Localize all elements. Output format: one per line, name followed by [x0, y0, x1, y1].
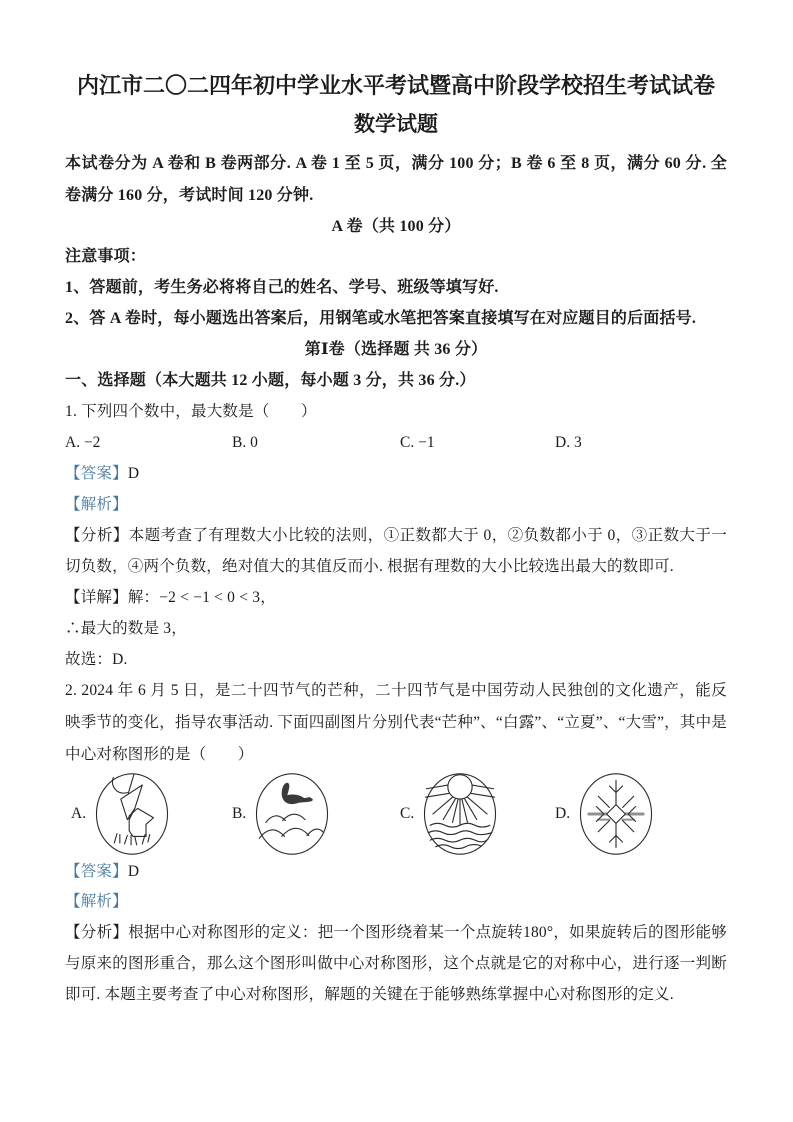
q2-analysis-header — [65, 887, 727, 917]
q2-analysis-pre: 根据中心对称图形的定义：把一个图形绕着某一个点旋转 — [128, 924, 524, 941]
notes-title: 注意事项： — [65, 248, 147, 265]
q2-option-d-figure — [555, 771, 727, 857]
note-item-2: 2、答 A 卷时，每小题选出答案后，用钢笔或水笔把答案直接填写在对应题目的后面括号. — [65, 310, 697, 327]
q2-analysis-post: ，如果旋转后的图形能够与原来的图形重合，那么这个图形叫做中心对称图形，这个点就是它的对称中心，进行逐一判断即可. 本题主要考查了中心对称图形，解题的关键在于能够熟练掌握中心对称图形的定义. — [65, 924, 727, 1003]
q1-detail-math: −2 < −1 < 0 < 3 — [159, 589, 261, 606]
q2-answer-label: 【答案】 — [65, 863, 128, 880]
q2-option-a-label: A. — [71, 805, 87, 822]
bird-over-hills-icon — [251, 771, 333, 857]
q1-analysis-header-label: 【解析】 — [65, 496, 128, 513]
q2-option-c-figure — [400, 771, 555, 857]
q1-answer-line — [65, 458, 727, 489]
note-item-1: 1、答题前，考生务必将将自己的姓名、学号、班级等填写好. — [65, 279, 499, 296]
q1-therefore-line: ∴最大的数是 3， — [65, 620, 187, 637]
q2-stem: 2. 2024 年 6 月 5 日，是二十四节气的芒种，二十四节气是中国劳动人民独创的文化遗产，能反映季节的变化，指导农事活动. 下面四副图片分别代表“芒种”、“白露”、“立夏”、“大雪”，其中是中心对称图形的是（ ） — [65, 682, 727, 763]
section-a-header: A 卷（共 100 分） — [331, 218, 461, 235]
wheat-sketch-icon — [91, 771, 173, 857]
q2-option-d-label: D. — [555, 805, 571, 822]
q2-answer-value: D — [127, 863, 140, 880]
q2-analysis-tag: 【分析】 — [65, 924, 129, 941]
q1-option-d: D. 3 — [555, 434, 582, 451]
q2-option-c-label: C. — [400, 805, 415, 822]
document-title: 内江市二〇二四年初中学业水平考试暨高中阶段学校招生考试试卷 — [76, 73, 715, 98]
q2-answer-line — [65, 857, 727, 887]
choice-section-title: 一、选择题（本大题共 12 小题，每小题 3 分，共 36 分.） — [65, 372, 476, 389]
q1-option-c: C. −1 — [400, 434, 435, 451]
q1-detail-paragraph — [65, 582, 727, 613]
q1-detail-prefix: 解： — [127, 589, 160, 606]
q1-options-row — [65, 427, 727, 458]
q1-analysis-tag: 【分析】 — [65, 527, 129, 544]
q1-analysis-header — [65, 489, 727, 520]
q1-option-b: B. 0 — [232, 434, 258, 451]
q1-detail-suffix: ， — [260, 589, 276, 606]
q1-detail-tag: 【详解】 — [65, 589, 128, 606]
q2-option-a-figure — [65, 771, 232, 857]
q1-option-a: A. −2 — [65, 434, 101, 451]
q2-analysis-paragraph — [65, 917, 727, 1010]
q2-option-b-figure — [232, 771, 400, 857]
q2-analysis-header-label: 【解析】 — [65, 893, 128, 910]
exam-overview-paragraph: 本试卷分为 A 卷和 B 卷两部分. A 卷 1 至 5 页，满分 100 分；B 卷 6 至 8 页，满分 60 分. 全卷满分 160 分，考试时间 120 分钟. — [65, 155, 727, 204]
q2-option-b-label: B. — [232, 805, 247, 822]
q1-conclusion-line: 故选：D. — [65, 651, 128, 668]
q1-stem: 1. 下列四个数中，最大数是（ ） — [65, 403, 317, 420]
q1-answer-value: D — [127, 465, 140, 482]
q2-figure-row — [65, 771, 727, 857]
sun-over-waves-icon — [419, 771, 501, 857]
q1-analysis-paragraph — [65, 520, 727, 582]
document-subtitle: 数学试题 — [354, 112, 438, 136]
q1-analysis-text: 本题考查了有理数大小比较的法则，①正数都大于 0，②负数都小于 0，③正数大于一切负数，④两个负数，绝对值大的其值反而小. 根据有理数的大小比较选出最大的数即可. — [65, 527, 727, 575]
q2-analysis-math: 180° — [523, 924, 554, 941]
q1-answer-label: 【答案】 — [65, 465, 128, 482]
part1-header: 第Ⅰ卷（选择题 共 36 分） — [304, 341, 488, 358]
snowflake-icon — [575, 771, 657, 857]
